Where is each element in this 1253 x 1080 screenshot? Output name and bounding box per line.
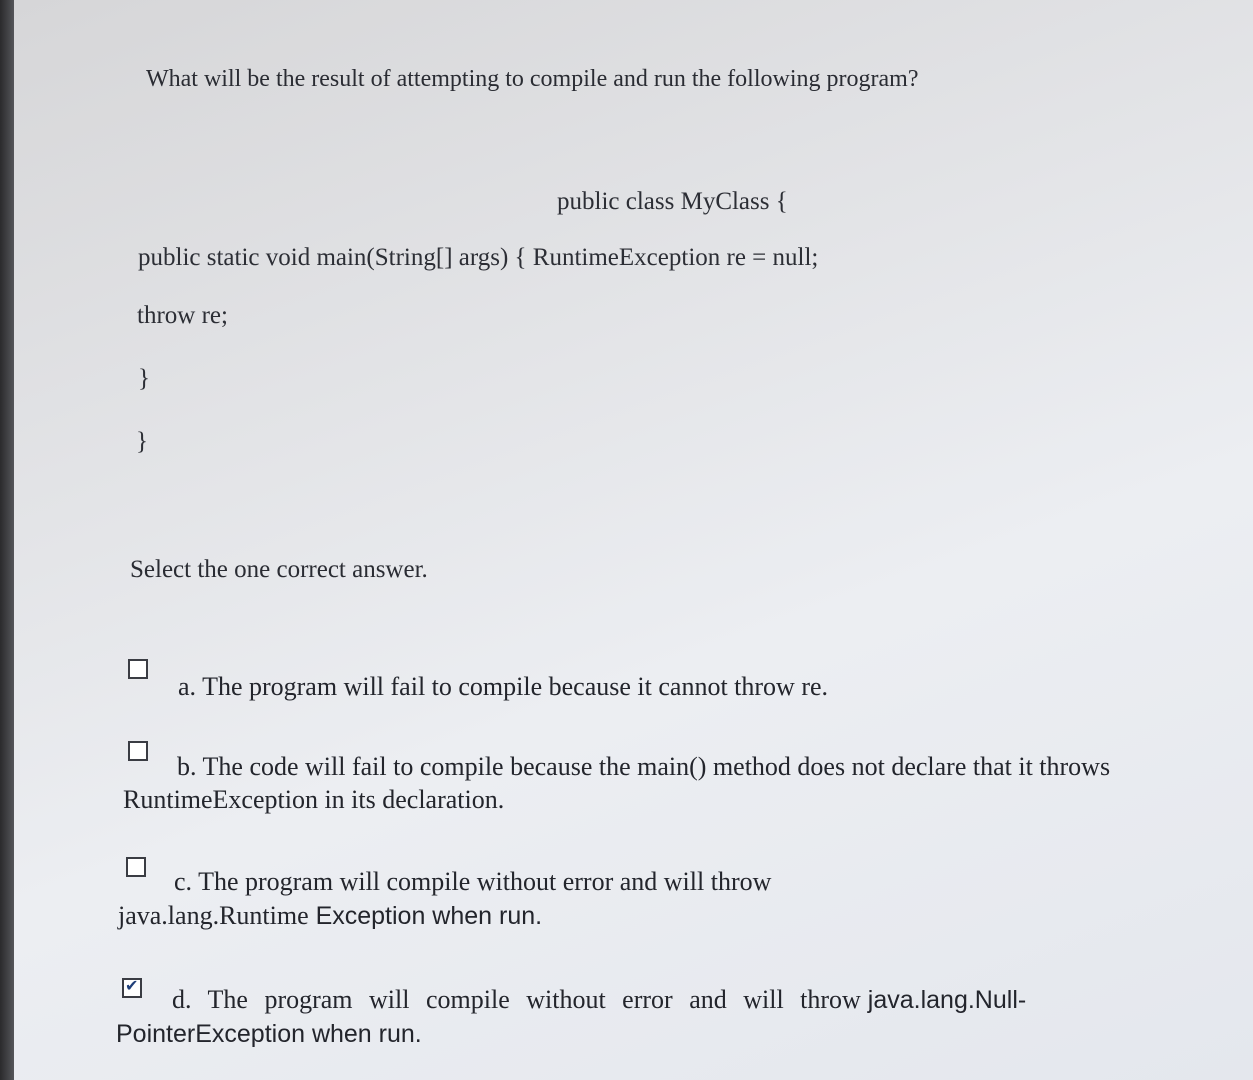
answer-instruction: Select the one correct answer. (130, 556, 428, 583)
option-d-label-serif-part: d. The program will compile without error and will throw (172, 985, 861, 1014)
code-closing-brace-method: } (138, 365, 150, 392)
option-c-label-sans-part: Exception when run. (308, 902, 543, 930)
code-closing-brace-class: } (136, 428, 148, 455)
option-b-checkbox[interactable] (128, 741, 148, 761)
option-c-label-line2 (118, 899, 542, 933)
option-d-label-sans-part: java.lang.Null- (860, 986, 1027, 1014)
code-main-method: public static void main(String[] args) { RuntimeException re = null; (138, 244, 819, 271)
option-c-label-serif-part: java.lang.Runtime (118, 901, 309, 930)
option-c-checkbox[interactable] (126, 857, 146, 877)
option-a-checkbox[interactable] (128, 659, 148, 679)
option-d-label-line2: PointerException when run. (116, 1020, 422, 1048)
code-throw-statement: throw re; (137, 302, 228, 329)
option-d-checkbox-checked[interactable] (122, 978, 142, 998)
option-d-label-line1 (172, 983, 1026, 1017)
screen-bezel (0, 0, 14, 1080)
option-a-label: a. The program will fail to compile because it cannot throw re. (178, 672, 829, 701)
code-class-declaration: public class MyClass { (557, 188, 788, 215)
option-c-label-line1: c. The program will compile without error and will throw (174, 867, 772, 896)
question-text: What will be the result of attempting to compile and run the following program? (146, 66, 919, 92)
option-b-label-line2: RuntimeException in its declaration. (123, 785, 505, 814)
option-b-label-line1: b. The code will fail to compile because the main() method does not declare that it throws (177, 752, 1111, 781)
